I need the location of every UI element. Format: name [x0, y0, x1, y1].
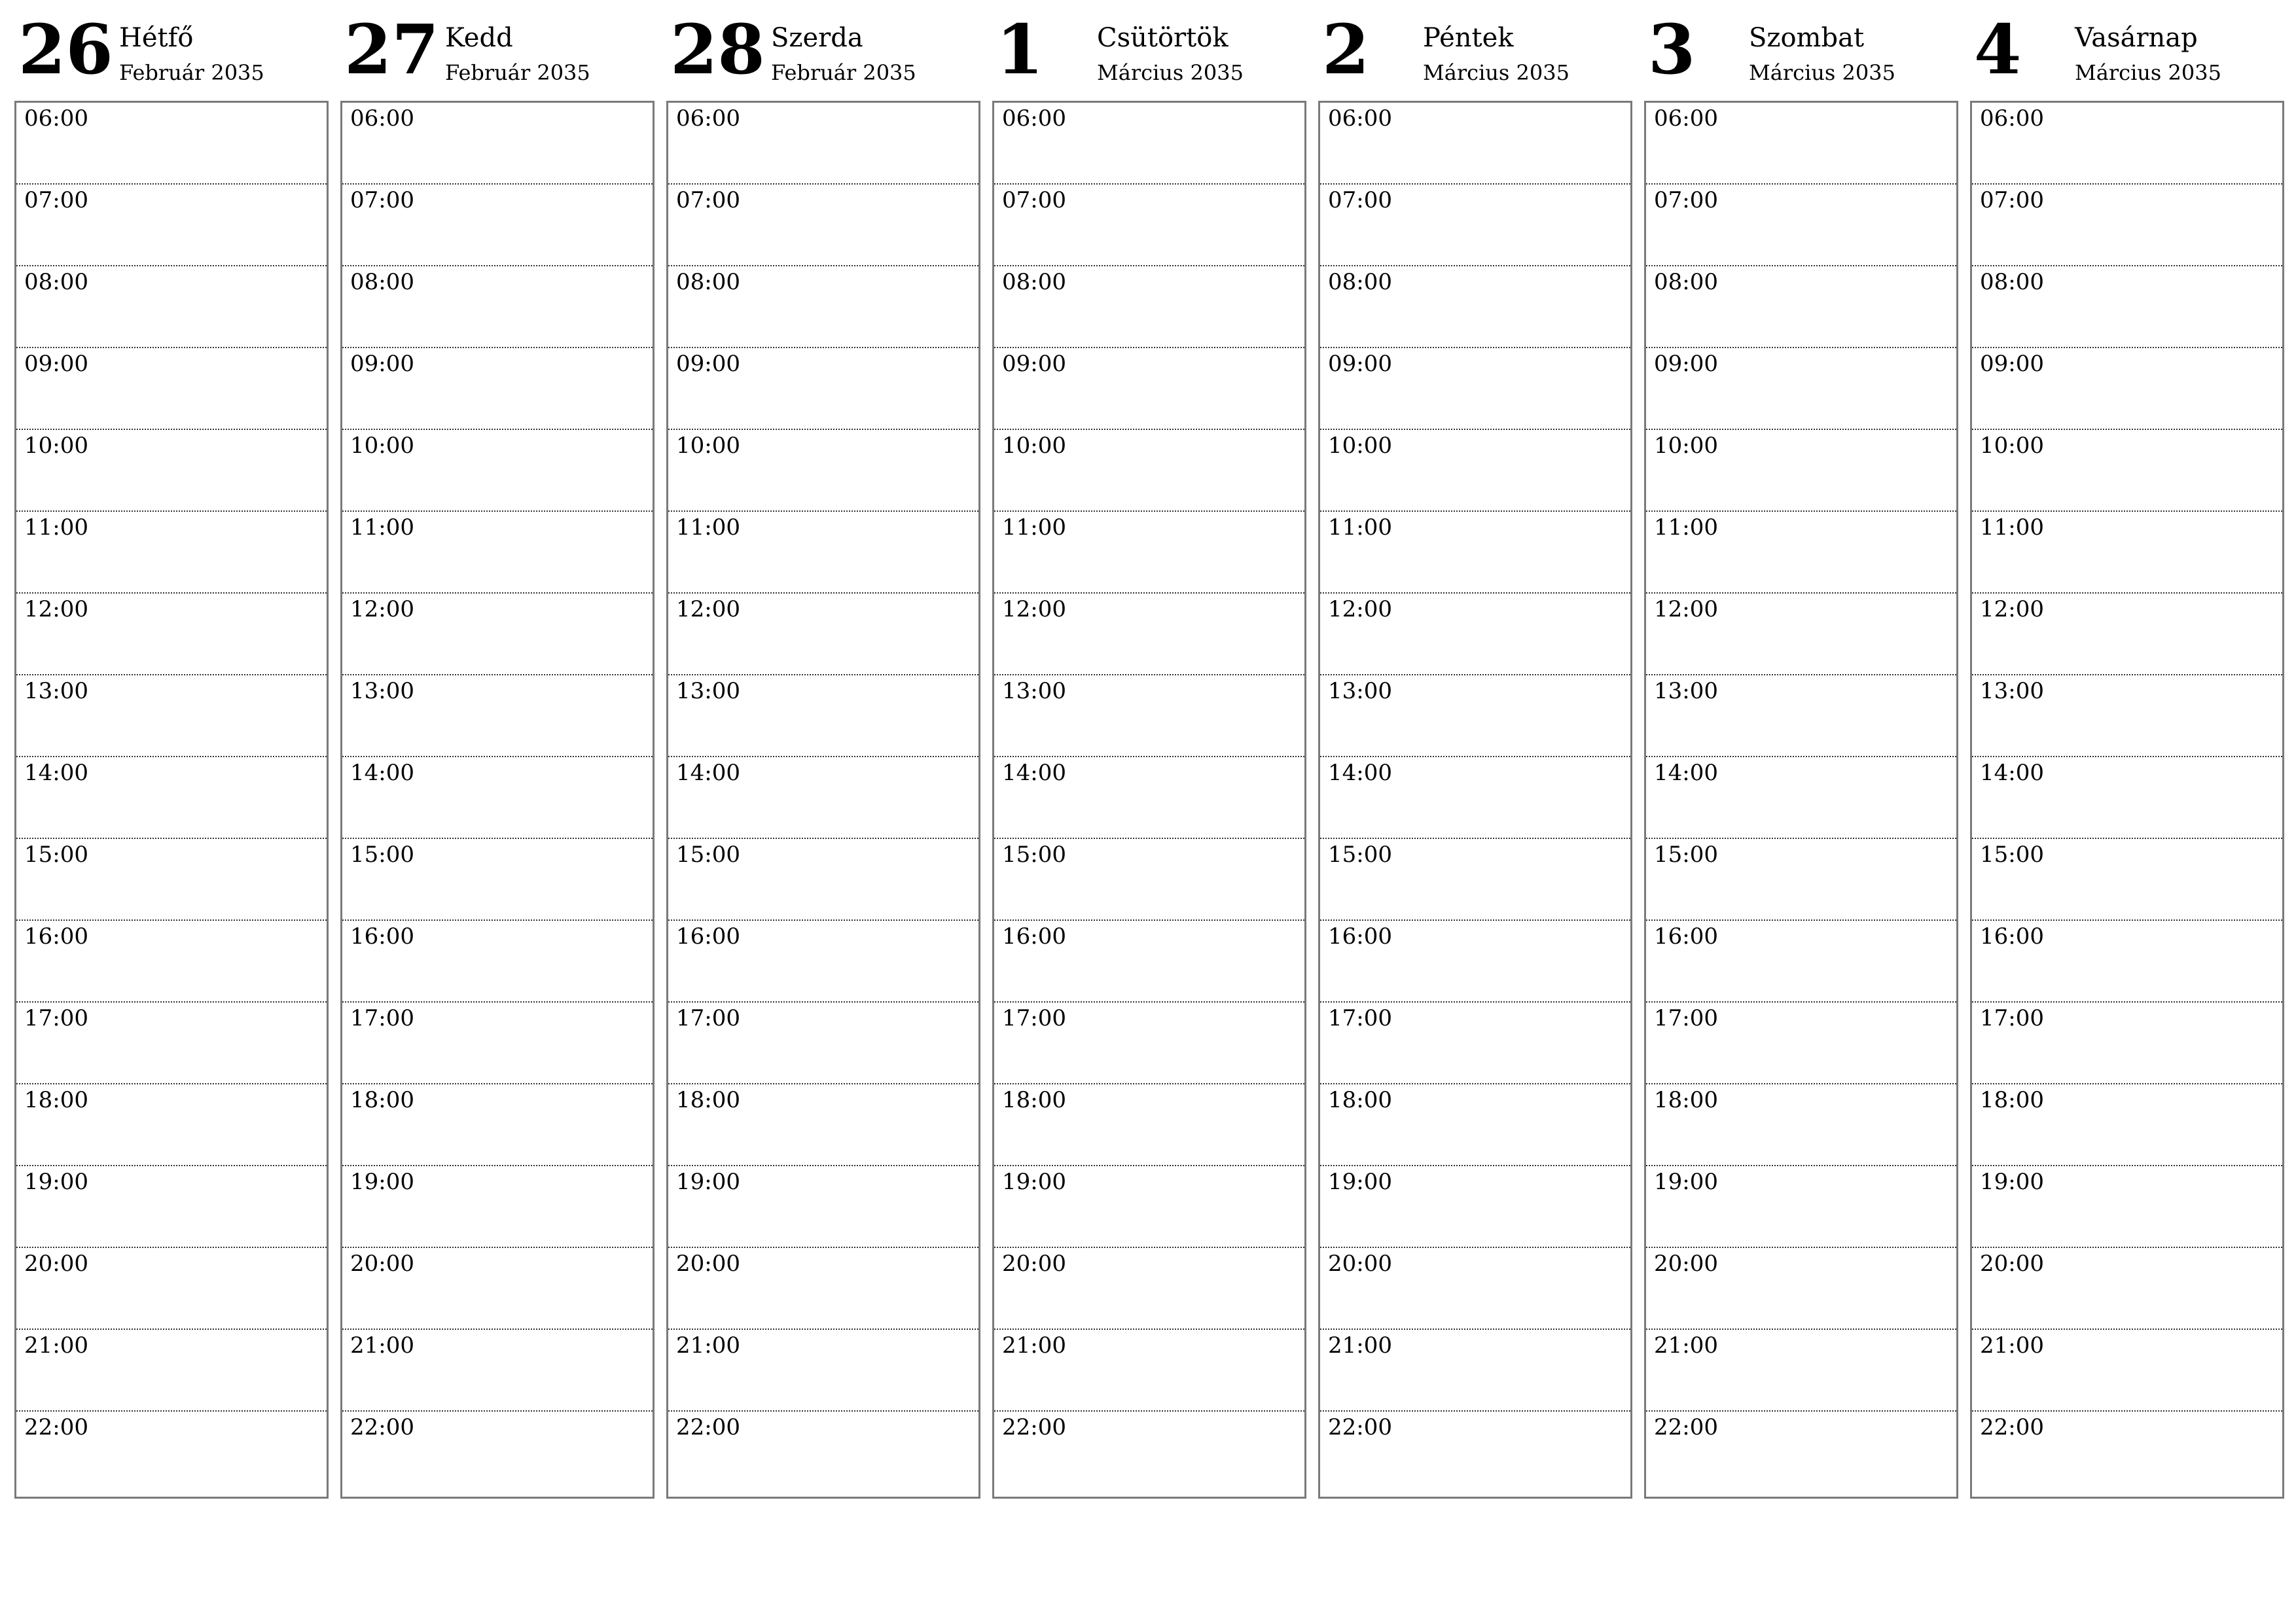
hour-slot[interactable]: [1972, 594, 2282, 675]
hour-label: 22:00: [350, 1414, 414, 1440]
hour-label: 11:00: [1328, 514, 1392, 541]
day-name: Péntek: [1423, 23, 1514, 53]
hour-slot[interactable]: [668, 1084, 978, 1166]
hour-label: 22:00: [1002, 1414, 1066, 1440]
hour-slot[interactable]: [1320, 921, 1630, 1003]
hour-slot[interactable]: [1320, 185, 1630, 266]
hour-slot[interactable]: [994, 1084, 1304, 1166]
hour-label: 21:00: [350, 1332, 414, 1359]
hour-label: 19:00: [1328, 1169, 1392, 1195]
hour-slot[interactable]: [1646, 185, 1956, 266]
hour-label: 06:00: [676, 105, 740, 132]
hour-slot[interactable]: [1320, 1084, 1630, 1166]
hour-slot[interactable]: [1972, 185, 2282, 266]
hour-label: 13:00: [676, 678, 740, 704]
hour-slot[interactable]: [16, 757, 327, 839]
day-number: 2: [1322, 9, 1370, 90]
hour-label: 16:00: [1980, 923, 2044, 950]
hour-label: 10:00: [24, 433, 88, 459]
hour-label: 07:00: [676, 187, 740, 213]
day-month-year: Február 2035: [771, 60, 916, 85]
hour-slot[interactable]: [994, 1330, 1304, 1412]
hour-label: 06:00: [1980, 105, 2044, 132]
hour-slot[interactable]: [994, 757, 1304, 839]
day-number: 4: [1974, 9, 2022, 90]
hour-label: 08:00: [350, 269, 414, 295]
hour-slot[interactable]: [1320, 1248, 1630, 1330]
hour-slot[interactable]: [668, 1248, 978, 1330]
day-header: [666, 0, 979, 98]
hour-label: 11:00: [350, 514, 414, 541]
hour-slot[interactable]: [668, 594, 978, 675]
hour-slot[interactable]: [1320, 1412, 1630, 1497]
hour-slot[interactable]: [1972, 839, 2282, 921]
hour-label: 09:00: [350, 351, 414, 377]
hour-label: 13:00: [1002, 678, 1066, 704]
hour-label: 12:00: [24, 596, 88, 622]
hour-slot[interactable]: [16, 512, 327, 594]
hour-label: 22:00: [1654, 1414, 1718, 1440]
hour-slot[interactable]: [342, 348, 653, 430]
hour-slot[interactable]: [1972, 1003, 2282, 1084]
hour-label: 16:00: [1654, 923, 1718, 950]
hour-slot[interactable]: [1972, 348, 2282, 430]
hour-slot[interactable]: [1646, 430, 1956, 512]
hour-label: 14:00: [676, 760, 740, 786]
hour-label: 12:00: [676, 596, 740, 622]
hour-label: 18:00: [350, 1087, 414, 1113]
hour-slot[interactable]: [16, 185, 327, 266]
hour-slot[interactable]: [994, 1166, 1304, 1248]
hour-label: 17:00: [24, 1005, 88, 1031]
day-month-year: Március 2035: [1423, 60, 1570, 85]
hour-label: 06:00: [1002, 105, 1066, 132]
hour-slot[interactable]: [16, 1248, 327, 1330]
hour-label: 19:00: [676, 1169, 740, 1195]
hour-slot[interactable]: [1320, 594, 1630, 675]
hour-slot[interactable]: [1320, 1330, 1630, 1412]
hour-slot[interactable]: [994, 839, 1304, 921]
hour-slot[interactable]: [342, 675, 653, 757]
day-schedule-box: [992, 101, 1306, 1499]
day-month-year: Március 2035: [1097, 60, 1244, 85]
hour-label: 17:00: [1002, 1005, 1066, 1031]
day-column: [666, 0, 979, 1499]
hour-slot[interactable]: [1646, 1003, 1956, 1084]
hour-slot[interactable]: [1972, 1412, 2282, 1497]
hour-label: 08:00: [1328, 269, 1392, 295]
hour-slot[interactable]: [342, 1248, 653, 1330]
day-schedule-box: [1318, 101, 1632, 1499]
hour-slot[interactable]: [16, 103, 327, 185]
hour-label: 16:00: [1328, 923, 1392, 950]
hour-label: 14:00: [1328, 760, 1392, 786]
weekly-planner: [14, 0, 2292, 1505]
hour-slot[interactable]: [342, 103, 653, 185]
hour-label: 13:00: [1654, 678, 1718, 704]
day-header: [1970, 0, 2283, 98]
hour-label: 17:00: [1654, 1005, 1718, 1031]
hour-slot[interactable]: [1646, 512, 1956, 594]
hour-slot[interactable]: [668, 430, 978, 512]
day-header: [14, 0, 327, 98]
hour-label: 15:00: [350, 842, 414, 868]
hour-slot[interactable]: [16, 266, 327, 348]
hour-label: 22:00: [1328, 1414, 1392, 1440]
hour-label: 11:00: [24, 514, 88, 541]
hour-slot[interactable]: [1320, 675, 1630, 757]
hour-label: 22:00: [24, 1414, 88, 1440]
hour-slot[interactable]: [1972, 1330, 2282, 1412]
hour-slot[interactable]: [16, 1084, 327, 1166]
hour-label: 09:00: [676, 351, 740, 377]
hour-label: 14:00: [1002, 760, 1066, 786]
hour-label: 10:00: [676, 433, 740, 459]
hour-slot[interactable]: [342, 512, 653, 594]
hour-label: 15:00: [1002, 842, 1066, 868]
hour-slot[interactable]: [16, 1412, 327, 1497]
day-schedule-box: [340, 101, 655, 1499]
hour-label: 09:00: [24, 351, 88, 377]
day-schedule-box: [666, 101, 980, 1499]
day-header: [1644, 0, 1957, 98]
hour-slot[interactable]: [16, 348, 327, 430]
day-month-year: Február 2035: [445, 60, 590, 85]
hour-label: 13:00: [24, 678, 88, 704]
hour-label: 20:00: [1654, 1251, 1718, 1277]
hour-label: 14:00: [1980, 760, 2044, 786]
hour-label: 12:00: [1654, 596, 1718, 622]
hour-slot[interactable]: [1646, 1084, 1956, 1166]
hour-label: 13:00: [1328, 678, 1392, 704]
hour-slot[interactable]: [1320, 103, 1630, 185]
hour-label: 08:00: [1002, 269, 1066, 295]
hour-label: 07:00: [1654, 187, 1718, 213]
hour-label: 21:00: [1980, 1332, 2044, 1359]
hour-label: 21:00: [24, 1332, 88, 1359]
hour-label: 11:00: [1002, 514, 1066, 541]
hour-label: 15:00: [1328, 842, 1392, 868]
hour-label: 16:00: [24, 923, 88, 950]
hour-label: 14:00: [350, 760, 414, 786]
hour-label: 14:00: [24, 760, 88, 786]
hour-slot[interactable]: [994, 1003, 1304, 1084]
hour-label: 07:00: [350, 187, 414, 213]
hour-label: 19:00: [24, 1169, 88, 1195]
hour-label: 10:00: [350, 433, 414, 459]
hour-label: 17:00: [1328, 1005, 1392, 1031]
hour-label: 19:00: [350, 1169, 414, 1195]
hour-slot[interactable]: [668, 1003, 978, 1084]
day-schedule-box: [14, 101, 329, 1499]
hour-label: 20:00: [350, 1251, 414, 1277]
hour-slot[interactable]: [1972, 921, 2282, 1003]
hour-slot[interactable]: [1320, 1003, 1630, 1084]
hour-label: 10:00: [1980, 433, 2044, 459]
hour-label: 20:00: [1980, 1251, 2044, 1277]
hour-label: 06:00: [1654, 105, 1718, 132]
hour-slot[interactable]: [16, 1330, 327, 1412]
hour-slot[interactable]: [342, 1166, 653, 1248]
hour-slot[interactable]: [342, 266, 653, 348]
hour-label: 16:00: [1002, 923, 1066, 950]
day-column: [340, 0, 653, 1499]
hour-label: 17:00: [1980, 1005, 2044, 1031]
hour-label: 21:00: [1328, 1332, 1392, 1359]
hour-label: 17:00: [350, 1005, 414, 1031]
hour-slot[interactable]: [668, 839, 978, 921]
hour-label: 07:00: [1328, 187, 1392, 213]
hour-label: 08:00: [24, 269, 88, 295]
hour-slot[interactable]: [16, 839, 327, 921]
hour-slot[interactable]: [16, 594, 327, 675]
day-name: Kedd: [445, 23, 513, 53]
day-header: [340, 0, 653, 98]
hour-slot[interactable]: [1646, 103, 1956, 185]
hour-slot[interactable]: [1972, 430, 2282, 512]
hour-slot[interactable]: [342, 430, 653, 512]
hour-slot[interactable]: [342, 1084, 653, 1166]
hour-label: 09:00: [1654, 351, 1718, 377]
day-month-year: Március 2035: [1749, 60, 1895, 85]
day-column: [1644, 0, 1957, 1499]
hour-label: 13:00: [350, 678, 414, 704]
day-schedule-box: [1644, 101, 1958, 1499]
hour-slot[interactable]: [1646, 1248, 1956, 1330]
hour-slot[interactable]: [1972, 512, 2282, 594]
hour-slot[interactable]: [668, 757, 978, 839]
hour-label: 15:00: [676, 842, 740, 868]
hour-slot[interactable]: [1320, 348, 1630, 430]
hour-label: 15:00: [1654, 842, 1718, 868]
hour-slot[interactable]: [1646, 757, 1956, 839]
hour-label: 11:00: [1980, 514, 2044, 541]
hour-slot[interactable]: [668, 512, 978, 594]
hour-label: 18:00: [1980, 1087, 2044, 1113]
hour-slot[interactable]: [342, 594, 653, 675]
hour-label: 12:00: [1002, 596, 1066, 622]
hour-label: 07:00: [24, 187, 88, 213]
day-column: [1318, 0, 1631, 1499]
hour-slot[interactable]: [1320, 757, 1630, 839]
hour-slot[interactable]: [1646, 266, 1956, 348]
day-month-year: Február 2035: [119, 60, 264, 85]
hour-slot[interactable]: [342, 1330, 653, 1412]
hour-label: 21:00: [1002, 1332, 1066, 1359]
hour-label: 12:00: [350, 596, 414, 622]
hour-label: 19:00: [1002, 1169, 1066, 1195]
hour-slot[interactable]: [994, 103, 1304, 185]
hour-label: 20:00: [676, 1251, 740, 1277]
hour-slot[interactable]: [668, 1166, 978, 1248]
day-column: [992, 0, 1305, 1499]
day-header: [1318, 0, 1631, 98]
hour-slot[interactable]: [994, 675, 1304, 757]
hour-slot[interactable]: [668, 185, 978, 266]
hour-label: 18:00: [1654, 1087, 1718, 1113]
hour-label: 22:00: [676, 1414, 740, 1440]
day-number: 3: [1648, 9, 1696, 90]
hour-slot[interactable]: [994, 1412, 1304, 1497]
hour-slot[interactable]: [1646, 1166, 1956, 1248]
hour-slot[interactable]: [668, 1330, 978, 1412]
hour-slot[interactable]: [994, 185, 1304, 266]
hour-slot[interactable]: [342, 757, 653, 839]
hour-slot[interactable]: [1320, 1166, 1630, 1248]
hour-slot[interactable]: [668, 921, 978, 1003]
hour-label: 07:00: [1980, 187, 2044, 213]
hour-slot[interactable]: [342, 921, 653, 1003]
hour-slot[interactable]: [1320, 512, 1630, 594]
hour-slot[interactable]: [1646, 348, 1956, 430]
day-name: Szombat: [1749, 23, 1865, 53]
day-schedule-box: [1970, 101, 2284, 1499]
hour-slot[interactable]: [1320, 430, 1630, 512]
hour-label: 09:00: [1980, 351, 2044, 377]
hour-slot[interactable]: [668, 1412, 978, 1497]
hour-slot[interactable]: [1972, 266, 2282, 348]
hour-slot[interactable]: [342, 839, 653, 921]
hour-label: 20:00: [1002, 1251, 1066, 1277]
hour-slot[interactable]: [668, 348, 978, 430]
day-name: Vasárnap: [2075, 23, 2198, 53]
day-number: 28: [670, 9, 765, 90]
hour-slot[interactable]: [1972, 103, 2282, 185]
hour-slot[interactable]: [994, 430, 1304, 512]
hour-slot[interactable]: [16, 430, 327, 512]
hour-label: 12:00: [1980, 596, 2044, 622]
hour-label: 18:00: [676, 1087, 740, 1113]
hour-label: 16:00: [676, 923, 740, 950]
hour-slot[interactable]: [994, 921, 1304, 1003]
day-name: Hétfő: [119, 23, 194, 53]
day-header: [992, 0, 1305, 98]
hour-label: 08:00: [676, 269, 740, 295]
hour-label: 17:00: [676, 1005, 740, 1031]
hour-label: 18:00: [24, 1087, 88, 1113]
hour-slot[interactable]: [1972, 757, 2282, 839]
hour-slot[interactable]: [1320, 839, 1630, 921]
hour-label: 21:00: [676, 1332, 740, 1359]
hour-slot[interactable]: [1646, 1330, 1956, 1412]
hour-label: 19:00: [1980, 1169, 2044, 1195]
hour-label: 10:00: [1654, 433, 1718, 459]
hour-label: 13:00: [1980, 678, 2044, 704]
hour-label: 15:00: [1980, 842, 2044, 868]
hour-label: 19:00: [1654, 1169, 1718, 1195]
hour-label: 22:00: [1980, 1414, 2044, 1440]
hour-label: 18:00: [1002, 1087, 1066, 1113]
hour-label: 16:00: [350, 923, 414, 950]
hour-label: 06:00: [1328, 105, 1392, 132]
hour-slot[interactable]: [16, 1003, 327, 1084]
hour-label: 08:00: [1980, 269, 2044, 295]
day-number: 1: [996, 9, 1044, 90]
hour-label: 20:00: [1328, 1251, 1392, 1277]
hour-slot[interactable]: [1972, 1166, 2282, 1248]
hour-slot[interactable]: [994, 266, 1304, 348]
day-column: [14, 0, 327, 1499]
hour-slot[interactable]: [16, 921, 327, 1003]
hour-label: 12:00: [1328, 596, 1392, 622]
hour-label: 11:00: [1654, 514, 1718, 541]
hour-label: 18:00: [1328, 1087, 1392, 1113]
hour-label: 14:00: [1654, 760, 1718, 786]
day-month-year: Március 2035: [2075, 60, 2221, 85]
hour-slot[interactable]: [668, 675, 978, 757]
hour-label: 09:00: [1328, 351, 1392, 377]
hour-slot[interactable]: [1972, 1084, 2282, 1166]
hour-slot[interactable]: [1320, 266, 1630, 348]
hour-slot[interactable]: [994, 1248, 1304, 1330]
hour-slot[interactable]: [342, 1003, 653, 1084]
hour-slot[interactable]: [16, 1166, 327, 1248]
hour-slot[interactable]: [668, 103, 978, 185]
hour-label: 06:00: [24, 105, 88, 132]
hour-label: 10:00: [1328, 433, 1392, 459]
hour-slot[interactable]: [1972, 675, 2282, 757]
hour-label: 20:00: [24, 1251, 88, 1277]
hour-slot[interactable]: [994, 512, 1304, 594]
hour-label: 06:00: [350, 105, 414, 132]
hour-label: 11:00: [676, 514, 740, 541]
day-number: 26: [18, 9, 113, 90]
hour-slot[interactable]: [1646, 675, 1956, 757]
day-name: Szerda: [771, 23, 863, 53]
hour-label: 21:00: [1654, 1332, 1718, 1359]
hour-label: 10:00: [1002, 433, 1066, 459]
day-number: 27: [344, 9, 439, 90]
hour-slot[interactable]: [1646, 839, 1956, 921]
hour-slot[interactable]: [1646, 594, 1956, 675]
hour-slot[interactable]: [1646, 1412, 1956, 1497]
hour-slot[interactable]: [342, 185, 653, 266]
hour-slot[interactable]: [1972, 1248, 2282, 1330]
hour-label: 08:00: [1654, 269, 1718, 295]
hour-label: 09:00: [1002, 351, 1066, 377]
hour-slot[interactable]: [342, 1412, 653, 1497]
hour-slot[interactable]: [16, 675, 327, 757]
day-name: Csütörtök: [1097, 23, 1229, 53]
hour-label: 15:00: [24, 842, 88, 868]
day-column: [1970, 0, 2283, 1499]
hour-slot[interactable]: [994, 594, 1304, 675]
hour-slot[interactable]: [668, 266, 978, 348]
hour-slot[interactable]: [994, 348, 1304, 430]
hour-label: 07:00: [1002, 187, 1066, 213]
hour-slot[interactable]: [1646, 921, 1956, 1003]
